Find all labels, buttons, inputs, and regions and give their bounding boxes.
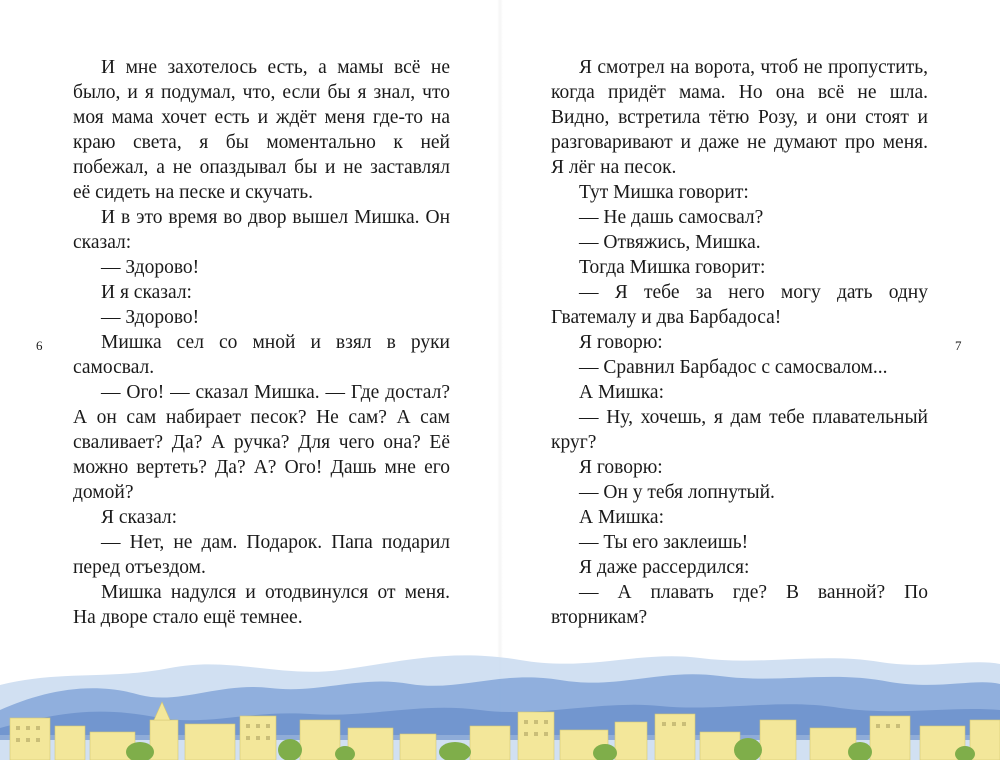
paragraph: — Ого! — сказал Мишка. — Где достал? А он сам набирает песок? Не сам? А сам сваливает? Да? А ручка? Для чего она? Её можно вертеть? Да? А? Ого! Дашь мне его домой?: [73, 382, 450, 503]
left-page-text: [73, 55, 450, 630]
paragraph: — А плавать где? В ванной? По вторникам?: [551, 582, 928, 628]
cityscape-illustration: [0, 640, 1000, 760]
paragraph: А Мишка:: [579, 507, 664, 528]
paragraph: Мишка сел со мной и взял в руки самосвал.: [73, 332, 450, 378]
paragraph: Я говорю:: [579, 332, 663, 353]
paragraph: — Ну, хочешь, я дам тебе плавательный круг?: [551, 407, 928, 453]
paragraph: Тогда Мишка говорит:: [579, 257, 766, 278]
page-number-right: 7: [955, 338, 962, 353]
paragraph: — Сравнил Барбадос с самосвалом...: [579, 357, 888, 378]
paragraph: И в это время во двор вышел Мишка. Он сказал:: [73, 207, 450, 253]
paragraph: И мне захотелось есть, а мамы всё не было, и я подумал, что, если бы я знал, что моя мама хочет есть и ждёт меня где-то на краю света, я бы моментально к ней побежал, а не опаздывал бы и не заставлял её сидеть на песке и скучать.: [73, 57, 450, 203]
paragraph: Я сказал:: [101, 507, 178, 528]
paragraph: — Не дашь самосвал?: [579, 207, 764, 228]
paragraph: — Я тебе за него могу дать одну Гватемалу и два Барбадоса!: [551, 282, 928, 328]
paragraph: Я говорю:: [579, 457, 663, 478]
paragraph: Я даже рассердился:: [579, 557, 750, 578]
paragraph: А Мишка:: [579, 382, 664, 403]
paragraph: — Здорово!: [101, 257, 200, 278]
paragraph: — Здорово!: [101, 307, 200, 328]
paragraph: Я смотрел на ворота, чтоб не пропустить, когда придёт мама. Но она всё не шла. Видно, встретила тётю Розу, и они стоят и разговаривают и даже не думают про меня. Я лёг на песок.: [551, 57, 928, 178]
page-number-left: 6: [36, 338, 43, 353]
right-page-text: [551, 55, 928, 630]
paragraph: — Ты его заклеишь!: [579, 532, 749, 553]
paragraph: — Нет, не дам. Подарок. Папа подарил перед отъездом.: [73, 532, 450, 578]
paragraph: — Отвяжись, Мишка.: [579, 232, 761, 253]
paragraph: И я сказал:: [101, 282, 192, 303]
paragraph: Мишка надулся и отодвинулся от меня. На дворе стало ещё темнее.: [73, 582, 450, 628]
paragraph: — Он у тебя лопнутый.: [579, 482, 775, 503]
paragraph: Тут Мишка говорит:: [579, 182, 749, 203]
